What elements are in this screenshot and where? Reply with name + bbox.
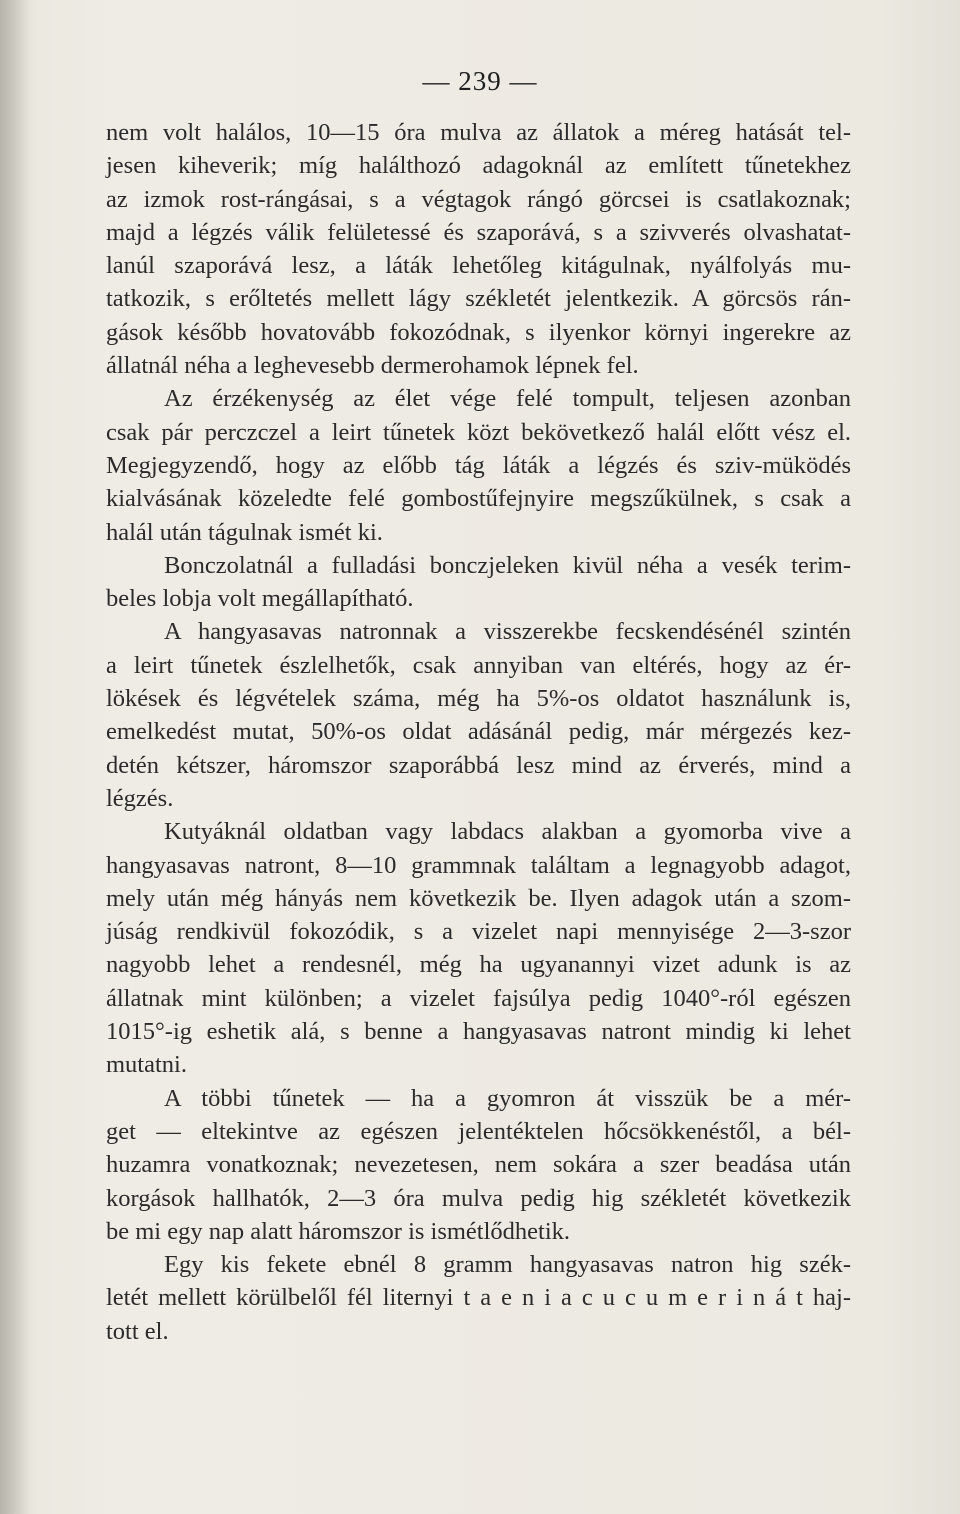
- text-line: lökések és légvételek száma, még ha 5%-os oldatot használunk is,: [106, 685, 851, 713]
- text-line: légzés.: [106, 784, 174, 812]
- text-line: Megjegyzendő, hogy az előbb tág láták a légzés és sziv-müködés: [106, 451, 851, 479]
- text-line: Bonczolatnál a fulladási bonczjeleken kivül néha a vesék terim-: [164, 551, 851, 579]
- text-line: A többi tűnetek — ha a gyomron át visszük be a mér-: [164, 1084, 851, 1112]
- text-line: 1015°-ig eshetik alá, s benne a hangyasavas natront mindig ki lehet: [106, 1018, 851, 1046]
- text-line: jesen kiheverik; míg halálthozó adagoknál az említett tűnetekhez: [106, 152, 851, 180]
- text-line: letét mellett körülbelől fél liternyi t a e n i a c u c u m e r i n á t haj-: [106, 1284, 851, 1312]
- spine-shadow: [0, 0, 30, 1514]
- text-line: majd a légzés válik felületessé és szaporává, s a szivverés olvashatat-: [106, 218, 851, 246]
- text-line: hangyasavas natront, 8—10 grammnak találtam a legnagyobb adagot,: [106, 851, 851, 879]
- text-line: mely után még hányás nem következik be. Ilyen adagok után a szom-: [106, 884, 851, 912]
- text-line: állatnál néha a leghevesebb dermerohamok lépnek fel.: [106, 352, 639, 380]
- text-line: be mi egy nap alatt háromszor is ismétlődhetik.: [106, 1217, 571, 1245]
- text-line: A hangyasavas natronnak a visszerekbe fecskendésénél szintén: [164, 618, 851, 646]
- text-line: kialvásának közeledte felé gombostűfejnyire megszűkülnek, s csak a: [106, 485, 851, 513]
- text-line: emelkedést mutat, 50%-os oldat adásánál pedig, már mérgezés kez-: [106, 718, 851, 746]
- text-line: Kutyáknál oldatban vagy labdacs alakban a gyomorba vive a: [164, 818, 851, 846]
- text-line: nagyobb lehet a rendesnél, még ha ugyanannyi vizet adunk is az: [106, 951, 851, 979]
- body-text: [106, 116, 851, 1348]
- text-line: a leirt tűnetek észlelhetők, csak annyiban van eltérés, hogy az ér-: [106, 651, 851, 679]
- text-line: az izmok rost-rángásai, s a végtagok rángó görcsei is csatlakoznak;: [106, 185, 851, 213]
- text-line: csak pár perczczel a leirt tűnetek közt bekövetkező halál előtt vész el.: [106, 418, 851, 446]
- text-line: Az érzékenység az élet vége felé tompult, teljesen azonban: [164, 385, 851, 413]
- text-line: tott el.: [106, 1317, 169, 1345]
- text-line: mutatni.: [106, 1051, 187, 1079]
- text-line: beles lobja volt megállapítható.: [106, 585, 414, 613]
- text-line: gások később hovatovább fokozódnak, s ilyenkor környi ingerekre az: [106, 318, 851, 346]
- text-line: huzamra vonatkoznak; nevezetesen, nem sokára a szer beadása után: [106, 1151, 851, 1179]
- text-line: korgások hallhatók, 2—3 óra mulva pedig hig székletét következik: [106, 1184, 851, 1212]
- text-line: halál után tágulnak ismét ki.: [106, 518, 383, 546]
- text-line: get — eltekintve az egészen jelentéktelen hőcsökkenéstől, a bél-: [106, 1117, 851, 1145]
- text-line: lanúl szaporává lesz, a láták lehetőleg kitágulnak, nyálfolyás mu-: [106, 252, 851, 280]
- text-line: Egy kis fekete ebnél 8 gramm hangyasavas natron hig szék-: [164, 1251, 851, 1279]
- text-line: állatnak mint különben; a vizelet fajsúlya pedig 1040°-ról egészen: [106, 984, 851, 1012]
- page-number: — 239 —: [422, 66, 538, 96]
- text-line: detén kétszer, háromszor szaporábbá lesz mind az érverés, mind a: [106, 751, 851, 779]
- text-line: tatkozik, s erőltetés mellett lágy székletét jelentkezik. A görcsös rán-: [106, 285, 851, 313]
- text-line: júság rendkivül fokozódik, s a vizelet napi mennyisége 2—3-szor: [106, 918, 851, 946]
- text-line: nem volt halálos, 10—15 óra mulva az állatok a méreg hatását tel-: [106, 119, 851, 146]
